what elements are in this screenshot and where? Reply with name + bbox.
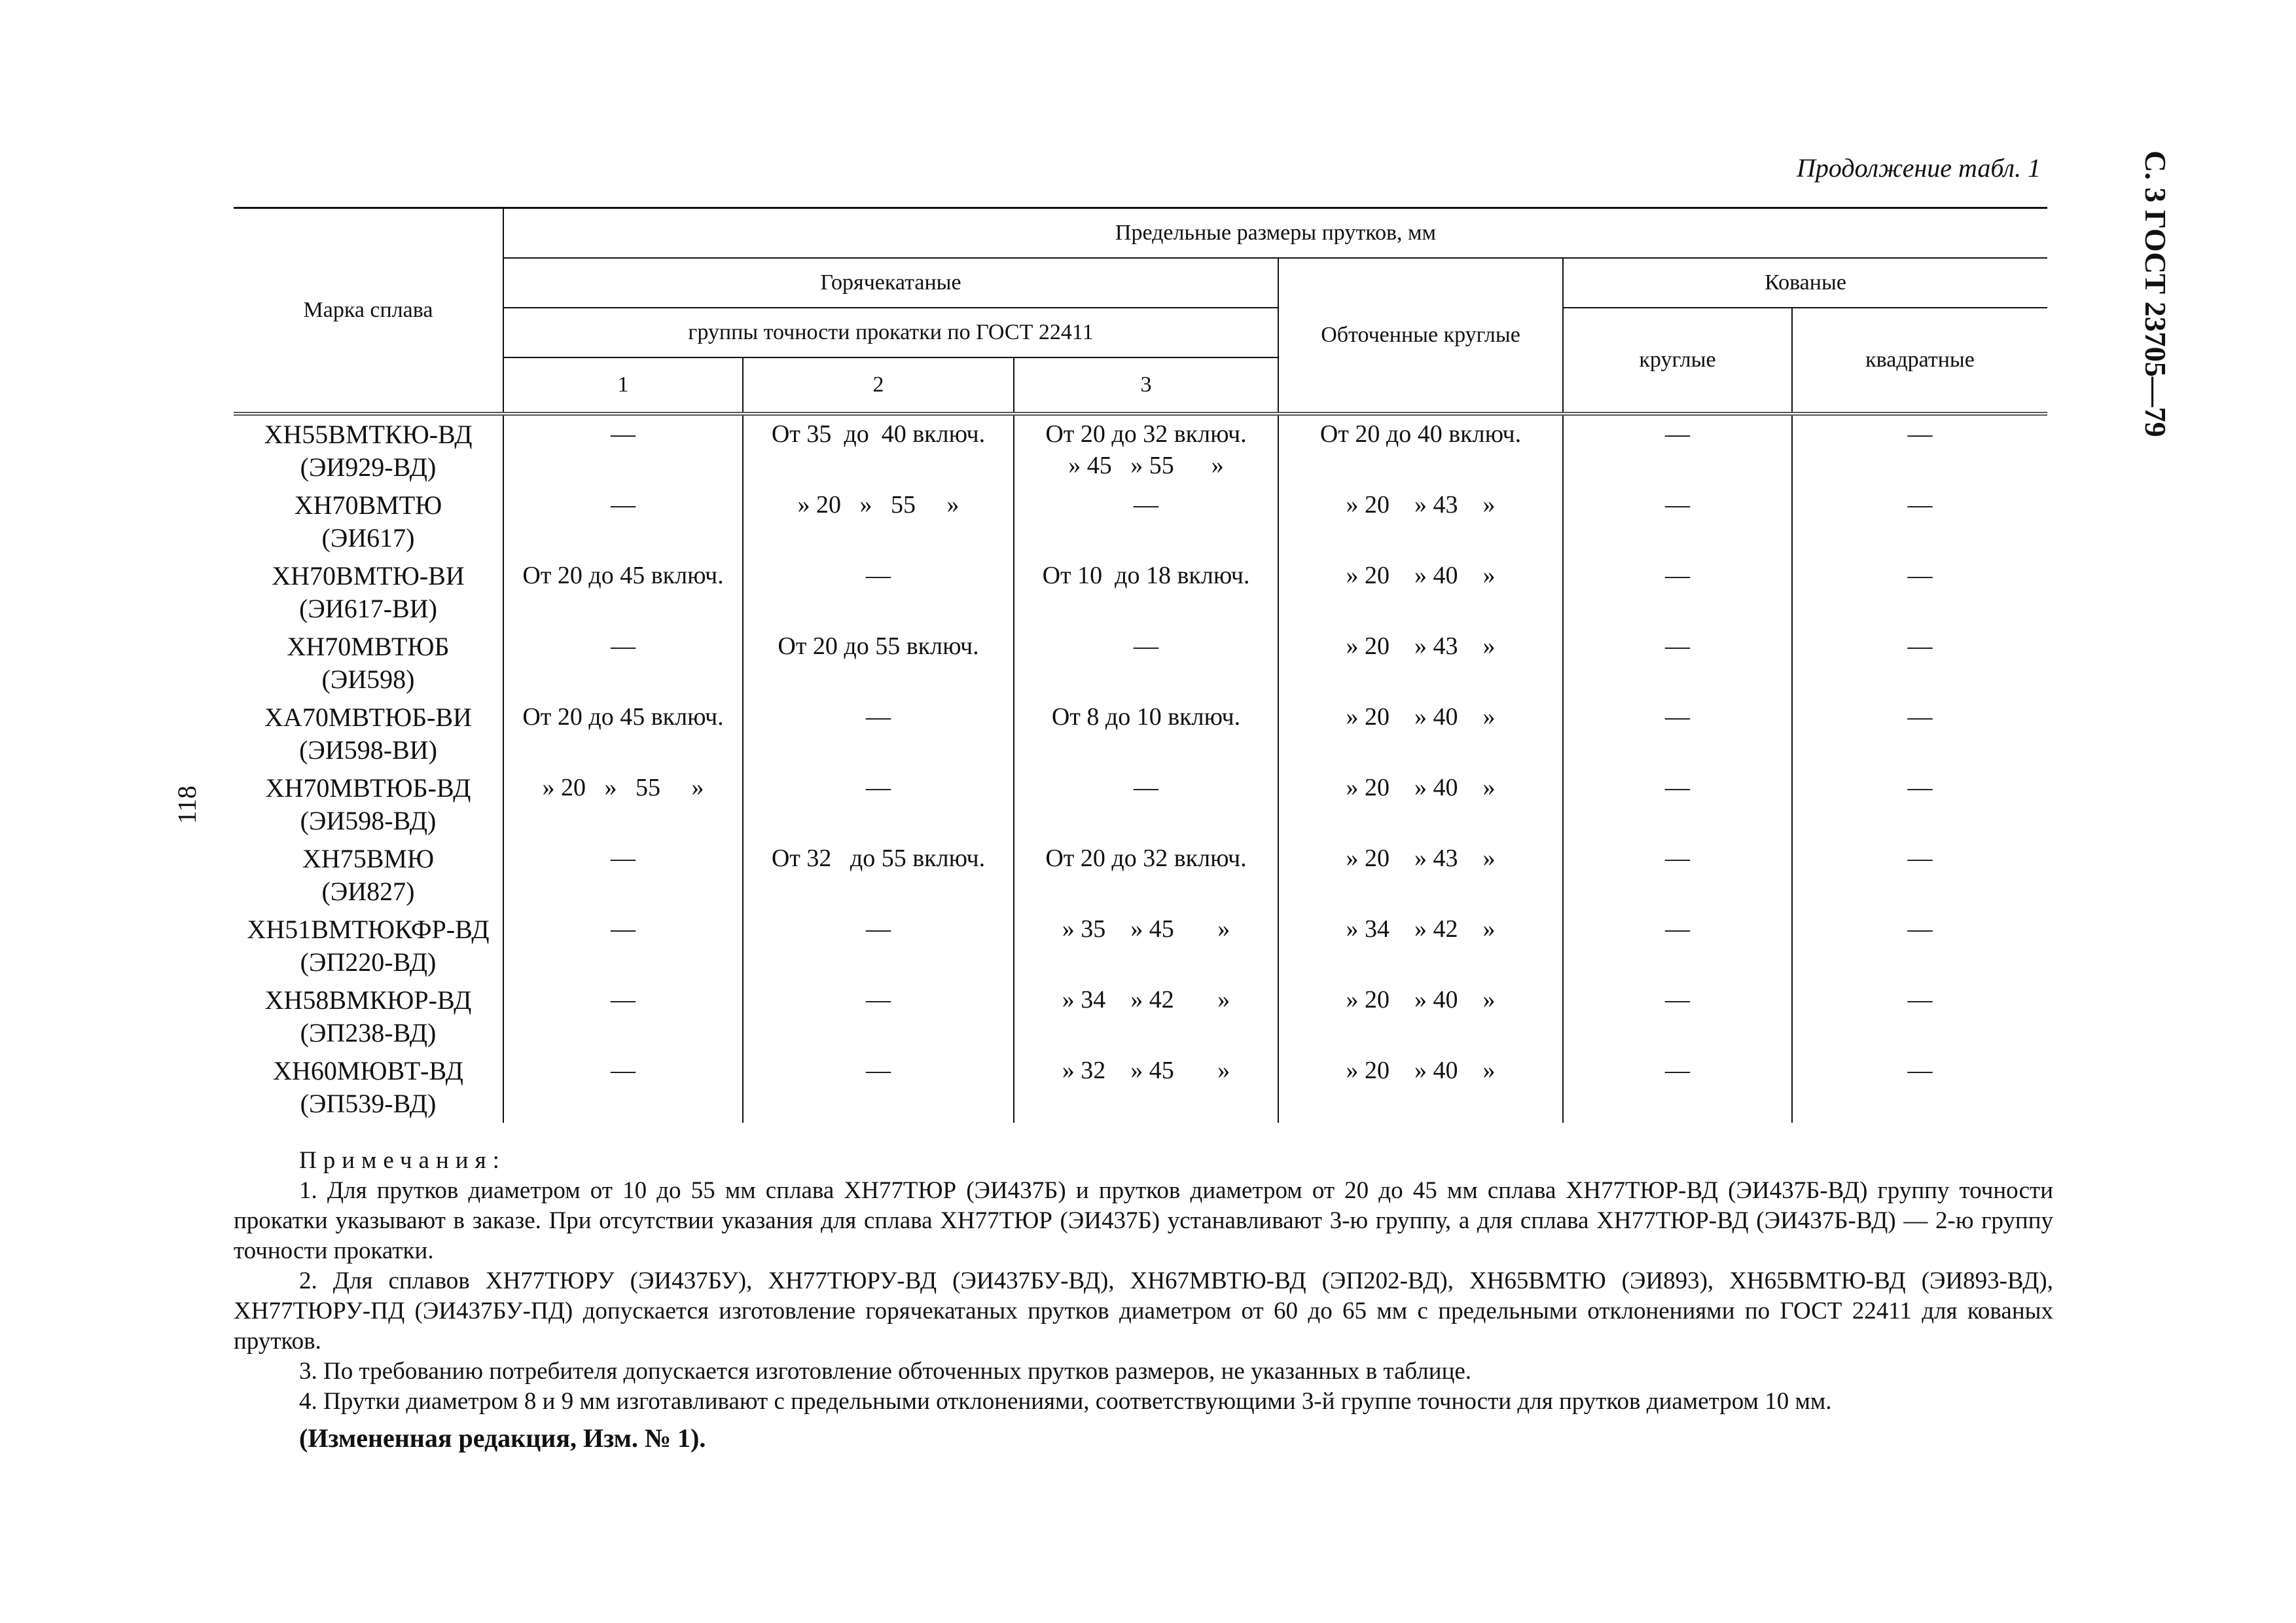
alloy-code: (ЭП539-ВД) — [300, 1089, 437, 1118]
value-cell-g3 — [1014, 414, 1278, 486]
value-text: » 20 » 40 » — [1346, 562, 1496, 589]
value-cell-round — [1563, 769, 1792, 840]
value-cell-g3 — [1014, 557, 1278, 628]
value-text-extra: » 45 » 55 » — [1068, 452, 1224, 479]
alloy-grade: ХН55ВМТКЮ-ВД — [264, 420, 473, 449]
value-text: » 20 » 40 » — [1346, 703, 1496, 731]
value-text: — — [1665, 1057, 1690, 1084]
value-cell-square — [1792, 699, 2047, 769]
header-group-1: 1 — [503, 357, 743, 414]
notes-section — [234, 1146, 2053, 1453]
value-text: — — [1907, 703, 1933, 731]
header-forged-square: квадратные — [1792, 308, 2047, 414]
header-forged-round: круглые — [1563, 308, 1792, 414]
value-cell-turned — [1278, 1052, 1563, 1123]
table-row — [234, 911, 2047, 981]
value-cell-g1 — [503, 840, 743, 911]
value-cell-square — [1792, 840, 2047, 911]
value-text: — — [611, 915, 636, 943]
value-text: — — [1665, 845, 1690, 872]
alloy-mark-cell — [234, 911, 503, 981]
value-text: — — [611, 845, 636, 872]
value-text: — — [1665, 420, 1690, 448]
value-text: » 20 » 40 » — [1346, 1057, 1496, 1084]
note-4: 4. Прутки диаметром 8 и 9 мм изготавливают с предельными отклонениями, соответствующими 3-й группе точности для прутков диаметром 10 мм. — [299, 1388, 1832, 1415]
value-text: — — [1907, 774, 1933, 801]
page-number: 118 — [172, 786, 202, 824]
value-cell-g1 — [503, 414, 743, 486]
value-text: — — [1907, 562, 1933, 589]
alloy-grade: ХН70ВМТЮ-ВИ — [272, 561, 465, 591]
value-text: » 20 » 43 » — [1346, 632, 1496, 660]
value-cell-g2 — [743, 414, 1014, 486]
value-text: — — [611, 986, 636, 1013]
value-cell-square — [1792, 628, 2047, 699]
value-cell-square — [1792, 1052, 2047, 1123]
header-accuracy-groups: группы точности прокатки по ГОСТ 22411 — [503, 308, 1278, 357]
value-cell-turned — [1278, 981, 1563, 1052]
standard-page-label: С. 3 ГОСТ 23705—79 — [2139, 151, 2172, 437]
value-text: » 20 » 40 » — [1346, 986, 1496, 1013]
alloy-code: (ЭИ827) — [321, 877, 415, 906]
value-cell-square — [1792, 414, 2047, 486]
value-text: — — [1907, 632, 1933, 660]
value-cell-square — [1792, 486, 2047, 557]
alloy-mark-cell — [234, 628, 503, 699]
value-text: — — [866, 562, 891, 589]
header-hot-rolled: Горячекатаные — [503, 258, 1278, 308]
value-text: — — [866, 1057, 891, 1084]
alloy-grade: ХН51ВМТЮКФР-ВД — [247, 915, 490, 944]
alloy-grade: ХН70МВТЮБ — [287, 632, 450, 661]
value-cell-round — [1563, 628, 1792, 699]
value-text: — — [1665, 774, 1690, 801]
value-text: — — [1907, 986, 1933, 1013]
value-text: От 20 до 45 включ. — [522, 562, 724, 589]
value-text: — — [1134, 774, 1158, 801]
value-text: — — [1907, 420, 1933, 448]
value-cell-round — [1563, 911, 1792, 981]
value-text: От 8 до 10 включ. — [1051, 703, 1241, 731]
table-row — [234, 840, 2047, 911]
value-cell-g1 — [503, 981, 743, 1052]
value-text: — — [866, 703, 891, 731]
table-row — [234, 486, 2047, 557]
value-cell-round — [1563, 1052, 1792, 1123]
value-cell-g2 — [743, 557, 1014, 628]
header-group-2: 2 — [743, 357, 1014, 414]
value-cell-g2 — [743, 628, 1014, 699]
table-row — [234, 1052, 2047, 1123]
alloy-mark-cell — [234, 769, 503, 840]
value-text: От 20 до 55 включ. — [778, 632, 979, 660]
header-limits: Предельные размеры прутков, мм — [503, 208, 2047, 259]
value-cell-g1 — [503, 557, 743, 628]
header-forged: Кованые — [1563, 258, 2047, 308]
table-row — [234, 769, 2047, 840]
value-cell-g2 — [743, 769, 1014, 840]
value-cell-square — [1792, 981, 2047, 1052]
value-cell-g3 — [1014, 1052, 1278, 1123]
alloy-mark-cell — [234, 840, 503, 911]
value-cell-g1 — [503, 699, 743, 769]
value-text: — — [866, 986, 891, 1013]
value-text: — — [1665, 915, 1690, 943]
note-2: 2. Для сплавов ХН77ТЮРУ (ЭИ437БУ), ХН77ТЮРУ-ВД (ЭИ437БУ-ВД), ХН67МВТЮ-ВД (ЭП202-ВД), ХН65ВМТЮ (ЭИ893), ХН65ВМТЮ-ВД (ЭИ893-ВД), ХН77ТЮРУ-ПД (ЭИ437БУ-ПД) допускается изготовление горячекатаных прутков диаметром от 60 до 65 мм с предельными отклонениями по ГОСТ 22411 для кованых прутков. — [234, 1267, 2053, 1355]
value-text: — — [1907, 491, 1933, 519]
alloy-mark-cell — [234, 981, 503, 1052]
alloy-mark-cell — [234, 1052, 503, 1123]
value-cell-turned — [1278, 414, 1563, 486]
note-3: 3. По требованию потребителя допускается изготовление обточенных прутков размеров, не указанных в таблице. — [299, 1358, 1472, 1385]
value-cell-g3 — [1014, 911, 1278, 981]
value-text: — — [1665, 703, 1690, 731]
value-text: » 34 » 42 » — [1346, 915, 1496, 943]
value-cell-square — [1792, 911, 2047, 981]
value-text: — — [1907, 1057, 1933, 1084]
value-text: — — [1134, 632, 1158, 660]
value-cell-g2 — [743, 840, 1014, 911]
value-text: » 35 » 45 » — [1062, 915, 1230, 943]
value-text: — — [866, 915, 891, 943]
value-text: — — [611, 420, 636, 448]
alloy-code: (ЭИ617-ВИ) — [299, 594, 437, 623]
value-text: » 20 » 55 » — [542, 774, 704, 801]
value-cell-round — [1563, 981, 1792, 1052]
alloy-mark-cell — [234, 699, 503, 769]
alloy-grade: ХН70ВМТЮ — [294, 490, 442, 520]
table-row — [234, 414, 2047, 486]
value-text: » 20 » 40 » — [1346, 774, 1496, 801]
value-cell-g3 — [1014, 981, 1278, 1052]
value-text: От 20 до 32 включ. — [1045, 845, 1247, 872]
value-cell-turned — [1278, 486, 1563, 557]
value-text: — — [1665, 491, 1690, 519]
value-cell-g1 — [503, 1052, 743, 1123]
value-cell-g2 — [743, 981, 1014, 1052]
note-1: 1. Для прутков диаметром от 10 до 55 мм сплава ХН77ТЮР (ЭИ437Б) и прутков диаметром от 20 до 45 мм сплава ХН77ТЮР-ВД (ЭИ437Б-ВД) группу точности прокатки указывают в заказе. При отсутствии указания для сплава ХН77ТЮР (ЭИ437Б) устанавливают 3-ю группу, а для сплава ХН77ТЮР-ВД (ЭИ437Б-ВД) — 2-ю группу точности прокатки. — [234, 1177, 2053, 1264]
value-text: — — [1665, 986, 1690, 1013]
alloy-grade: ХН58ВМКЮР-ВД — [264, 985, 472, 1015]
value-text: От 35 до 40 включ. — [771, 420, 986, 448]
table-row — [234, 699, 2047, 769]
value-text: » 34 » 42 » — [1062, 986, 1230, 1013]
value-cell-turned — [1278, 840, 1563, 911]
alloy-code: (ЭИ929-ВД) — [300, 452, 437, 482]
value-text: От 20 до 45 включ. — [522, 703, 724, 731]
header-alloy: Марка сплава — [234, 208, 503, 414]
value-cell-g3 — [1014, 699, 1278, 769]
value-cell-g2 — [743, 699, 1014, 769]
value-text: » 32 » 45 » — [1062, 1057, 1230, 1084]
value-text: » 20 » 43 » — [1346, 491, 1496, 519]
value-cell-turned — [1278, 769, 1563, 840]
continuation-label: Продолжение табл. 1 — [1796, 153, 2041, 183]
table-row — [234, 557, 2047, 628]
value-text: От 10 до 18 включ. — [1042, 562, 1250, 589]
value-cell-g3 — [1014, 486, 1278, 557]
value-text: — — [611, 491, 636, 519]
alloy-grade: ХА70МВТЮБ-ВИ — [264, 702, 472, 732]
value-cell-round — [1563, 699, 1792, 769]
value-text: » 20 » 55 » — [797, 491, 960, 519]
value-cell-g3 — [1014, 769, 1278, 840]
value-cell-g3 — [1014, 840, 1278, 911]
header-turned: Обточенные круглые — [1278, 258, 1563, 414]
value-text: — — [1907, 915, 1933, 943]
alloy-grade: ХН75ВМЮ — [302, 844, 435, 873]
value-text: — — [1665, 562, 1690, 589]
value-text: — — [1665, 632, 1690, 660]
alloy-code: (ЭИ598) — [321, 665, 415, 694]
value-cell-square — [1792, 557, 2047, 628]
value-cell-round — [1563, 557, 1792, 628]
alloy-grade: ХН60МЮВТ-ВД — [273, 1056, 463, 1085]
value-cell-g1 — [503, 628, 743, 699]
value-cell-square — [1792, 769, 2047, 840]
value-cell-g3 — [1014, 628, 1278, 699]
alloy-mark-cell — [234, 486, 503, 557]
value-text: От 20 до 32 включ. — [1045, 420, 1247, 448]
alloy-code: (ЭИ617) — [321, 523, 415, 553]
alloy-code: (ЭП238-ВД) — [300, 1018, 437, 1048]
alloy-grade: ХН70МВТЮБ-ВД — [265, 773, 471, 803]
value-text: — — [866, 774, 891, 801]
value-cell-turned — [1278, 699, 1563, 769]
alloy-bar-sizes-table — [234, 207, 2047, 1123]
edition-note: (Измененная редакция, Изм. № 1). — [299, 1423, 706, 1453]
value-cell-turned — [1278, 628, 1563, 699]
alloy-code: (ЭИ598-ВИ) — [299, 735, 437, 765]
notes-title: Примечания: — [299, 1147, 506, 1174]
value-cell-round — [1563, 414, 1792, 486]
alloy-code: (ЭП220-ВД) — [300, 947, 437, 977]
value-text: — — [1134, 491, 1158, 519]
alloy-mark-cell — [234, 557, 503, 628]
alloy-mark-cell — [234, 414, 503, 486]
value-text: — — [611, 1057, 636, 1084]
value-cell-round — [1563, 840, 1792, 911]
value-cell-turned — [1278, 911, 1563, 981]
value-cell-g2 — [743, 486, 1014, 557]
value-cell-g1 — [503, 769, 743, 840]
value-cell-g1 — [503, 486, 743, 557]
value-cell-g1 — [503, 911, 743, 981]
value-text: От 20 до 40 включ. — [1319, 420, 1522, 448]
table-row — [234, 628, 2047, 699]
value-cell-g2 — [743, 911, 1014, 981]
header-group-3: 3 — [1014, 357, 1278, 414]
alloy-code: (ЭИ598-ВД) — [300, 806, 437, 835]
value-cell-g2 — [743, 1052, 1014, 1123]
value-text: » 20 » 43 » — [1346, 845, 1496, 872]
value-cell-turned — [1278, 557, 1563, 628]
table-row — [234, 981, 2047, 1052]
value-cell-round — [1563, 486, 1792, 557]
value-text: — — [1907, 845, 1933, 872]
value-text: — — [611, 632, 636, 660]
value-text: От 32 до 55 включ. — [771, 845, 986, 872]
